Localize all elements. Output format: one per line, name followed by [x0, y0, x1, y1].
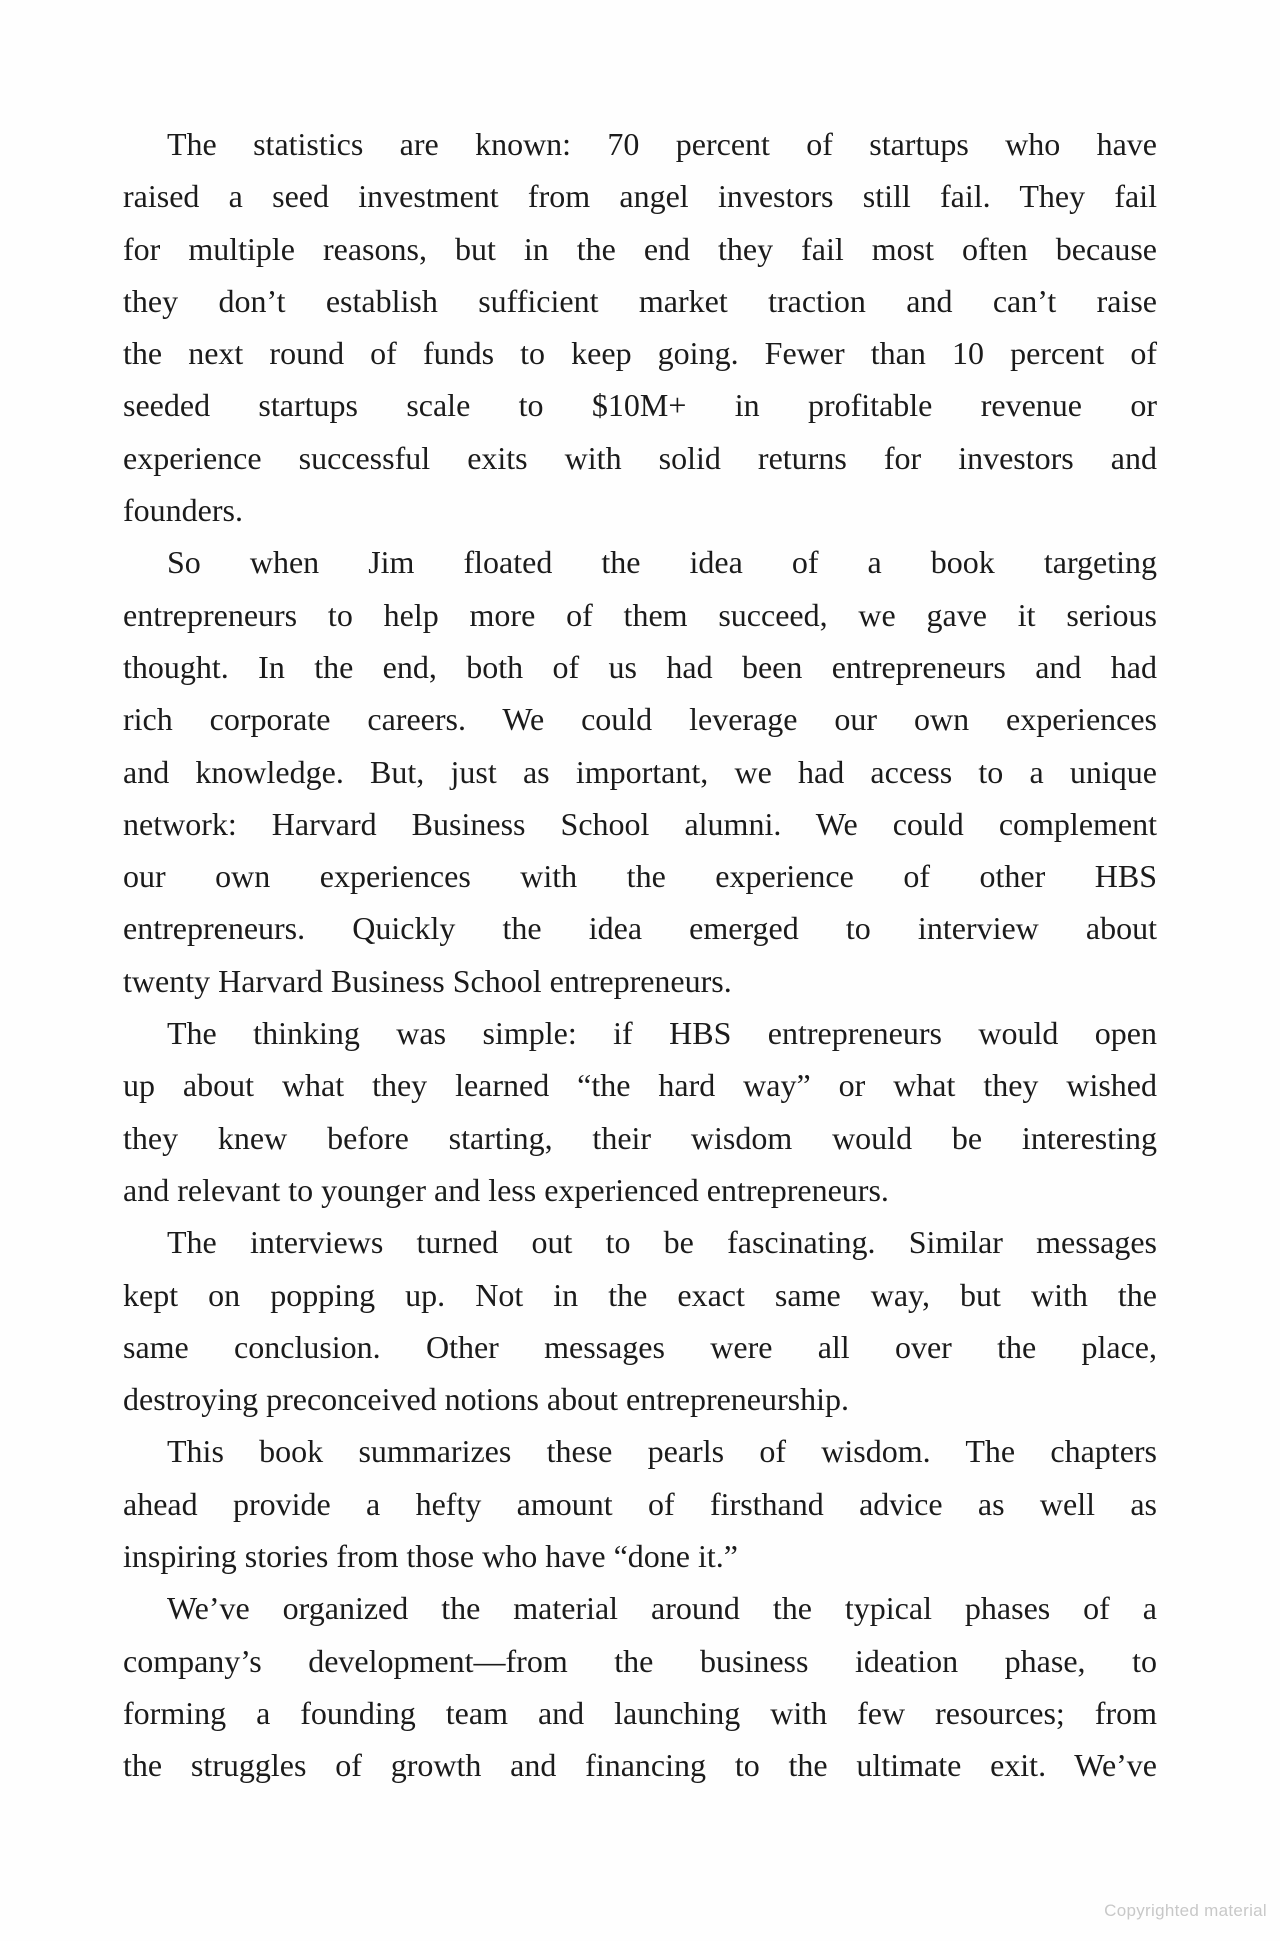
paragraph: [123, 1582, 1157, 1791]
text-line: and knowledge. But, just as important, we had access to a unique: [123, 753, 1157, 790]
text-line: up about what they learned “the hard way” or what they wished: [123, 1067, 1157, 1104]
text-line: for multiple reasons, but in the end they fail most often because: [123, 230, 1157, 267]
text-line: destroying preconceived notions about entrepreneurship.: [123, 1381, 849, 1418]
paragraph: [123, 1425, 1157, 1582]
text-line: the struggles of growth and financing to the ultimate exit. We’ve: [123, 1747, 1157, 1784]
text-line: kept on popping up. Not in the exact same way, but with the: [123, 1276, 1157, 1313]
text-line: our own experiences with the experience of other HBS: [123, 858, 1157, 895]
text-line: and relevant to younger and less experienced entrepreneurs.: [123, 1171, 889, 1208]
text-line: twenty Harvard Business School entrepreneurs.: [123, 962, 732, 999]
text-line: entrepreneurs. Quickly the idea emerged to interview about: [123, 910, 1157, 947]
text-line: raised a seed investment from angel investors still fail. They fail: [123, 178, 1157, 215]
text-line: founders.: [123, 492, 243, 529]
text-line: The statistics are known: 70 percent of startups who have: [167, 126, 1157, 162]
paragraph: [123, 536, 1157, 1007]
text-line: they knew before starting, their wisdom would be interesting: [123, 1119, 1157, 1156]
text-line: The thinking was simple: if HBS entrepreneurs would open: [167, 1015, 1157, 1052]
text-line: inspiring stories from those who have “done it.”: [123, 1538, 738, 1575]
text-line: thought. In the end, both of us had been entrepreneurs and had: [123, 648, 1157, 685]
text-line: experience successful exits with solid returns for investors and: [123, 439, 1157, 476]
paragraph: [123, 118, 1157, 536]
text-line: forming a founding team and launching with few resources; from: [123, 1694, 1157, 1731]
text-line: rich corporate careers. We could leverage our own experiences: [123, 701, 1157, 738]
text-line: So when Jim floated the idea of a book targeting: [167, 544, 1157, 581]
copyright-watermark: Copyrighted material: [1104, 1901, 1267, 1920]
text-line: company’s development—from the business ideation phase, to: [123, 1642, 1157, 1679]
text-line: The interviews turned out to be fascinating. Similar messages: [167, 1224, 1157, 1261]
paragraph: [123, 1007, 1157, 1216]
text-line: same conclusion. Other messages were all over the place,: [123, 1328, 1157, 1365]
text-line: seeded startups scale to $10M+ in profitable revenue or: [123, 387, 1157, 424]
body-text: [123, 118, 1157, 1792]
text-line: network: Harvard Business School alumni. We could complement: [123, 805, 1157, 842]
text-line: ahead provide a hefty amount of firsthand advice as well as: [123, 1485, 1157, 1522]
text-line: the next round of funds to keep going. Fewer than 10 percent of: [123, 335, 1157, 372]
text-line: This book summarizes these pearls of wisdom. The chapters: [167, 1433, 1157, 1470]
text-line: We’ve organized the material around the typical phases of a: [167, 1590, 1157, 1627]
paragraph: [123, 1216, 1157, 1425]
text-line: they don’t establish sufficient market traction and can’t raise: [123, 282, 1157, 319]
text-line: entrepreneurs to help more of them succeed, we gave it serious: [123, 596, 1157, 633]
